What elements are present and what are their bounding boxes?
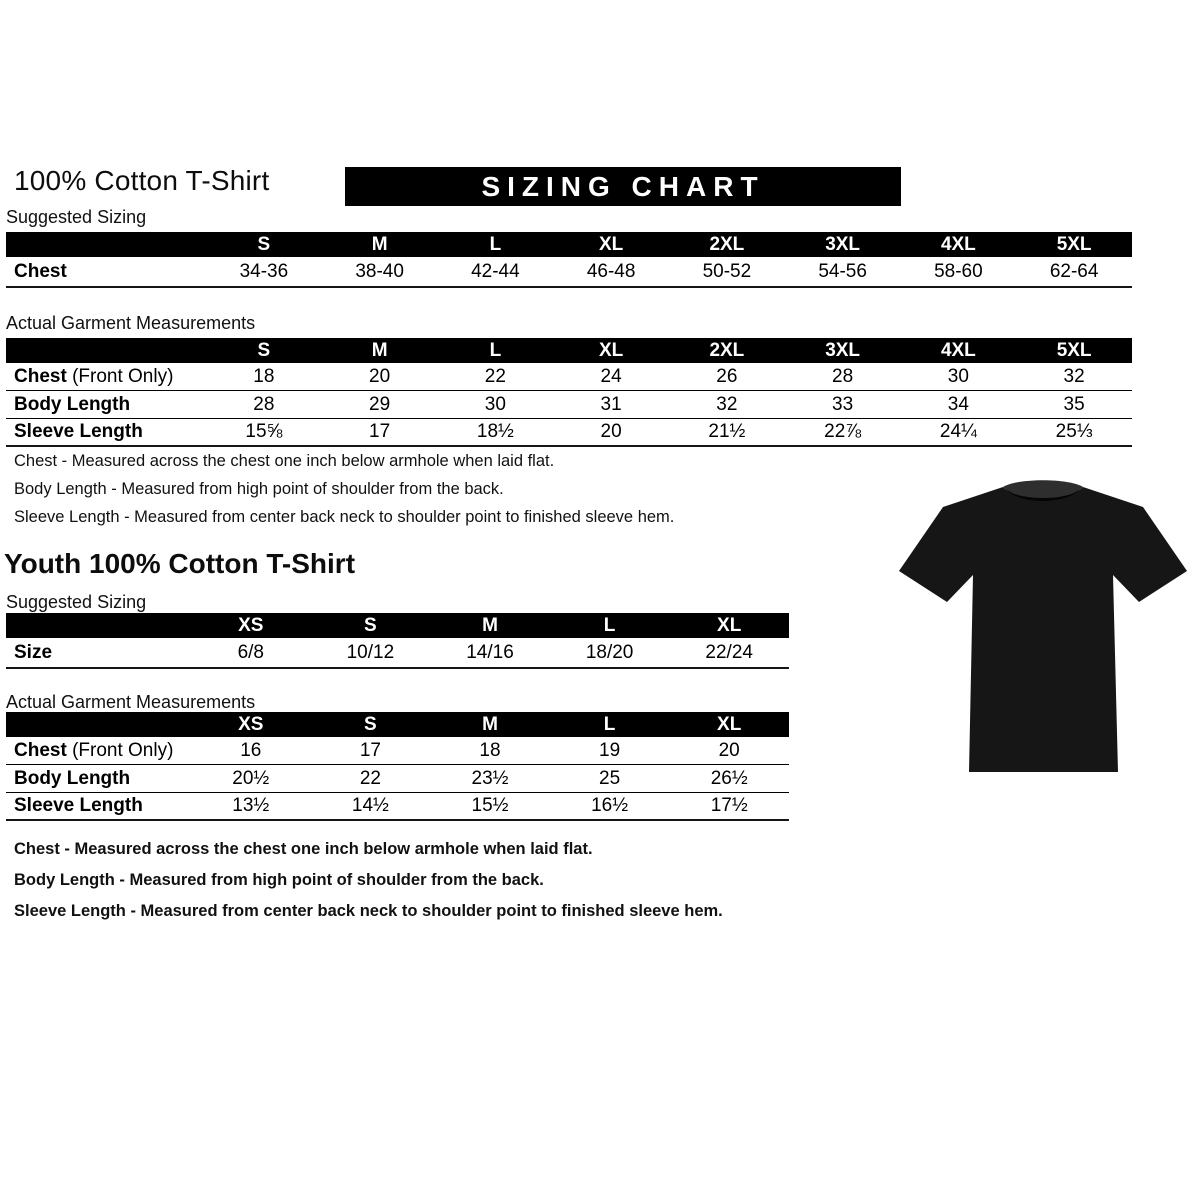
measurement-cell: 30: [947, 365, 969, 387]
table-row: [6, 363, 1132, 391]
measurement-cell: 17: [359, 739, 381, 761]
measurement-cell: 30: [484, 393, 506, 415]
adult-measurement-notes: [14, 452, 674, 536]
page-title: 100% Cotton T-Shirt: [14, 165, 270, 196]
measurement-cell: 20: [600, 421, 622, 442]
adult-suggested-sizing-label: Suggested Sizing: [6, 207, 147, 227]
note-line: Chest - Measured across the chest one inch below armhole when laid flat.: [14, 840, 593, 858]
measurement-cell: 58-60: [934, 260, 983, 282]
table-header-row: [6, 232, 1132, 257]
table-row: [6, 257, 1132, 288]
measurement-cell: 25⅓: [1055, 421, 1093, 442]
table-row: [6, 391, 1132, 419]
measurement-cell: 20: [718, 739, 740, 761]
row-label: Chest (Front Only): [14, 739, 174, 761]
youth-suggested-sizing-table: [6, 613, 789, 669]
table-row: [6, 793, 789, 821]
measurement-cell: 34: [947, 393, 969, 415]
measurement-cell: 26½: [710, 767, 748, 789]
measurement-cell: 18: [479, 739, 501, 761]
size-column-header: 2XL: [709, 339, 745, 361]
row-label: Body Length: [14, 767, 131, 789]
size-column-header: S: [257, 233, 271, 255]
youth-actual-measurements-table: [6, 712, 789, 821]
measurement-cell: 17: [369, 421, 391, 442]
size-column-header: XL: [717, 713, 742, 735]
measurement-cell: 18/20: [585, 641, 634, 663]
size-column-header: 5XL: [1056, 339, 1092, 361]
size-column-header: L: [603, 614, 616, 636]
table-row: [6, 638, 789, 669]
measurement-cell: 24: [600, 365, 622, 387]
row-label: Body Length: [14, 393, 131, 415]
measurement-cell: 24¼: [939, 421, 977, 442]
size-column-header: XL: [717, 614, 742, 636]
size-column-header: M: [371, 339, 388, 361]
size-column-header: 5XL: [1056, 233, 1092, 255]
row-label: Sleeve Length: [14, 421, 143, 442]
adult-suggested-sizing-table: [6, 232, 1132, 288]
size-column-header: 3XL: [825, 233, 861, 255]
size-column-header: 4XL: [940, 233, 976, 255]
size-column-header: S: [257, 339, 271, 361]
measurement-cell: 21½: [708, 421, 746, 442]
table-header-row: [6, 613, 789, 638]
tshirt-body: [899, 487, 1187, 772]
note-line: Body Length - Measured from high point of shoulder from the back.: [14, 480, 504, 498]
tshirt-image: [893, 468, 1193, 814]
row-label: Chest (Front Only): [14, 365, 174, 387]
measurement-cell: 15½: [471, 795, 509, 816]
table-row: [6, 765, 789, 793]
measurement-cell: 33: [832, 393, 854, 415]
youth-measurement-notes: [14, 840, 723, 933]
measurement-cell: 32: [1063, 365, 1085, 387]
note-line: Body Length - Measured from high point of shoulder from the back.: [14, 871, 544, 889]
measurement-cell: 32: [716, 393, 738, 415]
table-header-row: [6, 712, 789, 737]
measurement-cell: 35: [1063, 393, 1085, 415]
measurement-cell: 14½: [351, 795, 389, 816]
note-line: Sleeve Length - Measured from center back neck to shoulder point to finished sleeve hem.: [14, 508, 675, 526]
measurement-cell: 54-56: [818, 260, 867, 282]
size-column-header: 4XL: [940, 339, 976, 361]
size-column-header: 3XL: [825, 339, 861, 361]
size-column-header: L: [603, 713, 616, 735]
measurement-cell: 18½: [476, 421, 514, 442]
measurement-cell: 23½: [471, 767, 509, 789]
size-column-header: L: [489, 339, 502, 361]
size-column-header: XS: [238, 614, 264, 636]
row-label: Size: [14, 641, 53, 663]
table-row: [6, 419, 1132, 447]
adult-actual-measurements-label: Actual Garment Measurements: [6, 313, 256, 333]
measurement-cell: 14/16: [466, 641, 514, 663]
measurement-cell: 46-48: [586, 260, 636, 282]
measurement-cell: 13½: [232, 795, 270, 816]
measurement-cell: 16½: [591, 795, 629, 816]
size-column-header: S: [364, 614, 377, 636]
note-line: Chest - Measured across the chest one inch below armhole when laid flat.: [14, 452, 555, 470]
size-column-header: XL: [598, 233, 624, 255]
measurement-cell: 19: [599, 739, 621, 761]
size-column-header: L: [489, 233, 502, 255]
size-column-header: M: [371, 233, 388, 255]
measurement-cell: 50-52: [702, 260, 752, 282]
size-column-header: XS: [238, 713, 264, 735]
row-label: Chest: [14, 260, 67, 282]
measurement-cell: 62-64: [1049, 260, 1099, 282]
sizing-chart-banner: SIZING CHART: [345, 167, 901, 206]
youth-title: Youth 100% Cotton T-Shirt: [4, 548, 356, 579]
measurement-cell: 28: [253, 393, 275, 415]
table-header-row: [6, 338, 1132, 363]
measurement-cell: 20: [369, 365, 391, 387]
size-column-header: S: [364, 713, 377, 735]
measurement-cell: 16: [240, 739, 262, 761]
size-column-header: XL: [598, 339, 624, 361]
measurement-cell: 17½: [710, 795, 748, 816]
row-label: Sleeve Length: [14, 795, 143, 816]
youth-actual-measurements-label: Actual Garment Measurements: [6, 692, 256, 712]
measurement-cell: 28: [832, 365, 854, 387]
note-line: Sleeve Length - Measured from center back neck to shoulder point to finished sleeve hem.: [14, 902, 723, 920]
table-row: [6, 737, 789, 765]
measurement-cell: 15⅝: [245, 421, 283, 442]
measurement-cell: 22: [359, 767, 381, 789]
measurement-cell: 6/8: [237, 641, 264, 663]
measurement-cell: 31: [600, 393, 622, 415]
adult-actual-measurements-table: [6, 338, 1132, 447]
measurement-cell: 29: [369, 393, 391, 415]
measurement-cell: 26: [716, 365, 738, 387]
measurement-cell: 22: [484, 365, 506, 387]
youth-suggested-sizing-label: Suggested Sizing: [6, 592, 147, 612]
measurement-cell: 20½: [232, 767, 270, 789]
measurement-cell: 34-36: [239, 260, 289, 282]
measurement-cell: 38-40: [355, 260, 404, 282]
size-column-header: M: [482, 614, 498, 636]
measurement-cell: 42-44: [471, 260, 520, 282]
measurement-cell: 22/24: [705, 641, 753, 663]
size-column-header: 2XL: [709, 233, 745, 255]
measurement-cell: 22⅞: [824, 421, 862, 442]
measurement-cell: 10/12: [346, 641, 395, 663]
measurement-cell: 25: [599, 767, 621, 789]
size-column-header: M: [482, 713, 498, 735]
measurement-cell: 18: [253, 365, 275, 387]
